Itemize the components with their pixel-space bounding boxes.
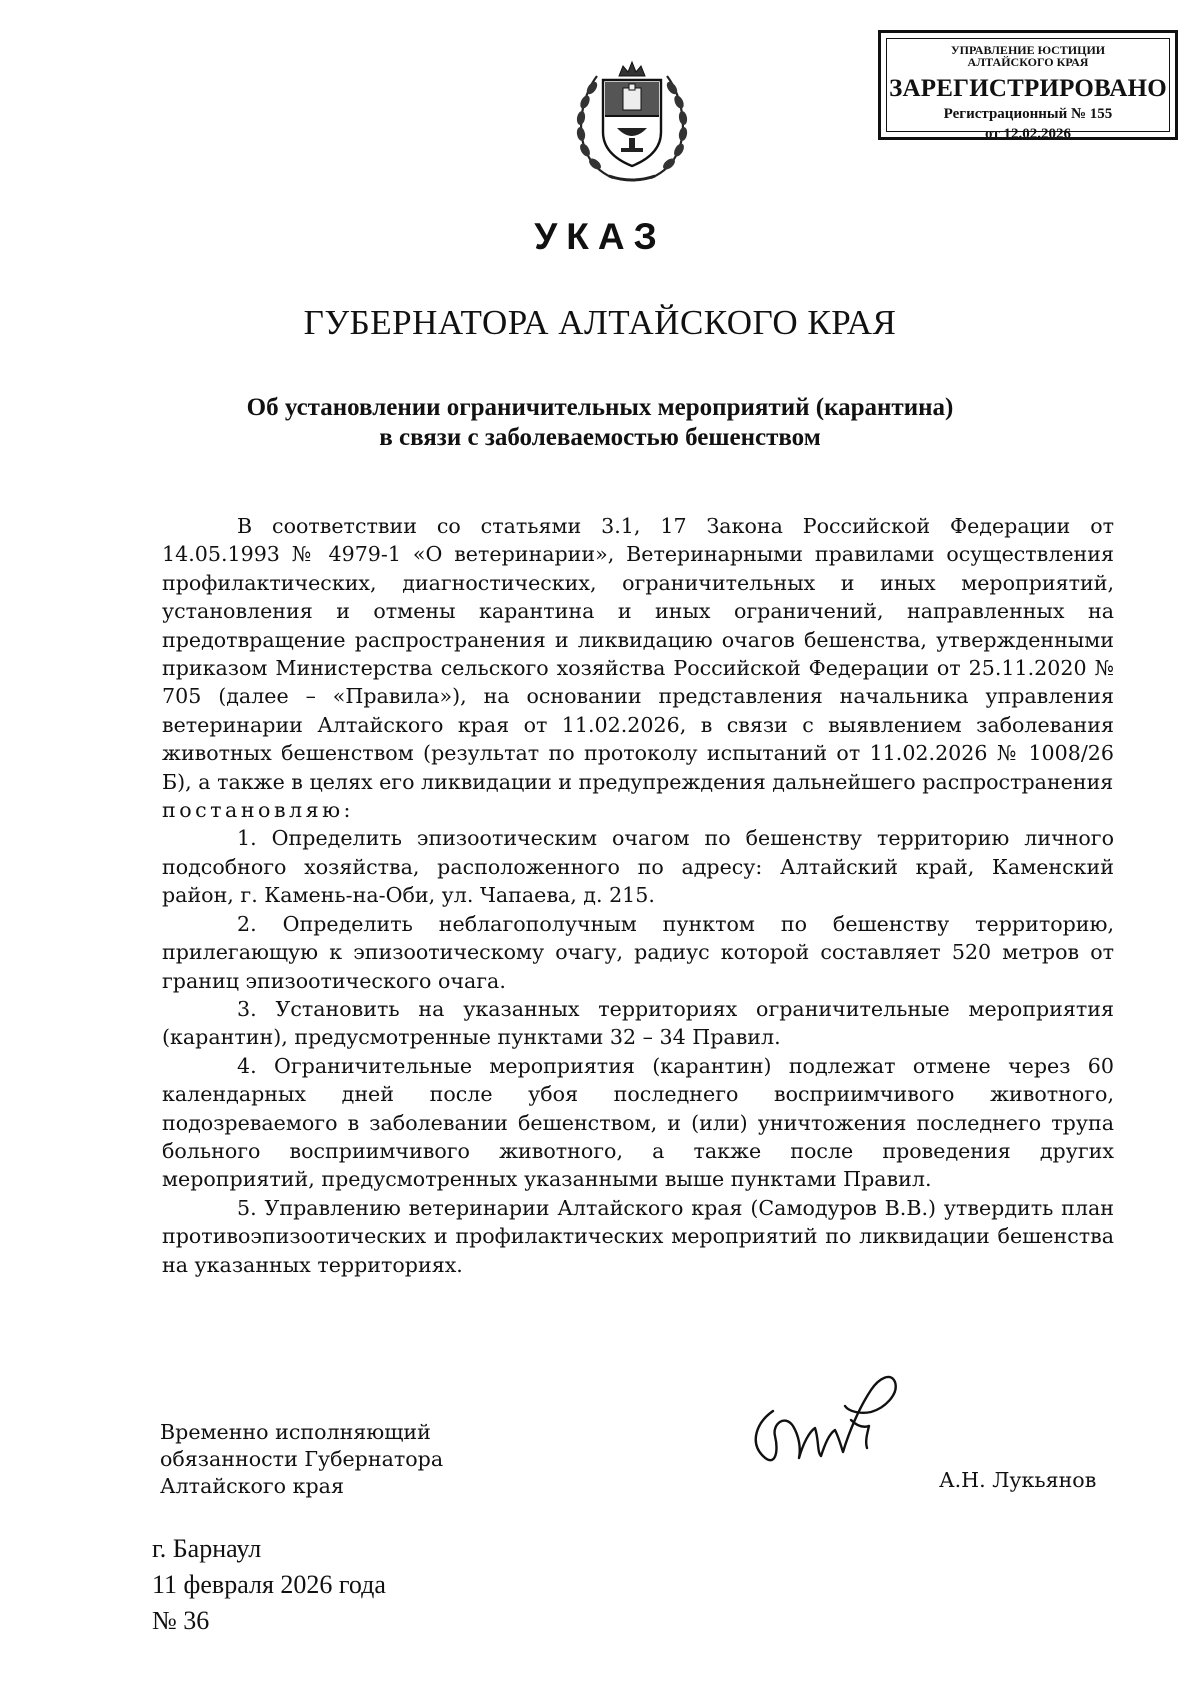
document-footer <box>152 1531 386 1639</box>
stamp-reg-number: Регистрационный № 155 <box>943 106 1113 122</box>
preamble-paragraph: В соответствии со статьями 3.1, 17 Закона Российской Федерации от 14.05.1993 № 4979-1 «О ветеринарии», Ветеринарными правилами осуществления профилактических, диагностических, ограничительных и иных мероприятий, установления и отмены карантина и иных ограничений, направленных на предотвращение распространения и ликвидацию очагов бешенства, утвержденными приказом Министерства сельского хозяйства Российской Федерации от 25.11.2020 № 705 (далее – «Правила»), на основании представления начальника управления ветеринарии Алтайского края от 11.02.2026, в связи с выявлением заболевания животных бешенством (результат по протоколу испытаний от 11.02.2026 № 1008/26 Б), а также в целях его ликвидации и предупреждения дальнейшего распространения <box>162 514 1114 794</box>
signer-position <box>160 1419 443 1500</box>
handwritten-signature <box>745 1356 915 1478</box>
stamp-reg-date: от 12.02.2026 <box>985 126 1071 142</box>
footer-city: г. Барнаул <box>152 1534 262 1563</box>
position-line3: Алтайского края <box>160 1474 344 1498</box>
stamp-agency-line1: УПРАВЛЕНИЕ ЮСТИЦИИ <box>950 43 1106 57</box>
heading-line1: Об установлении ограничительных мероприятий (карантина) <box>246 394 954 421</box>
footer-date: 11 февраля 2026 года <box>152 1570 386 1599</box>
document-title: УКАЗ <box>534 216 666 257</box>
item-paragraph-4: 4. Ограничительные мероприятия (карантин) подлежат отмене через 60 календарных дней после убоя последнего восприимчивого животного, подозреваемого в заболевании бешенством, и (или) уничтожения последнего трупа больного восприимчивого животного, а также после проведения других мероприятий, предусмотренных указанными выше пунктами Правил. <box>162 1053 1114 1192</box>
item-paragraph-2: 2. Определить неблагополучным пунктом по бешенству территорию, прилегающую к эпизоотическому очагу, радиус которой составляет 520 метров от границ эпизоотического очага. <box>162 911 1114 993</box>
footer-number: № 36 <box>152 1606 210 1635</box>
stamp-status: ЗАРЕГИСТРИРОВАНО <box>889 75 1167 102</box>
coat-of-arms-icon <box>573 58 691 186</box>
document-body <box>162 512 1114 1279</box>
signer-name: А.Н. Лукьянов <box>939 1468 1097 1492</box>
decree-word: постановляю: <box>162 798 354 823</box>
position-line2: обязанности Губернатора <box>160 1447 444 1471</box>
item-paragraph-3: 3. Установить на указанных территориях ограничительные мероприятия (карантин), предусмотренные пунктами 32 – 34 Правил. <box>162 996 1114 1050</box>
stamp-inner-frame <box>886 38 1170 142</box>
heading-line2: в связи с заболеваемостью бешенством <box>379 424 821 451</box>
position-line1: Временно исполняющий <box>160 1420 431 1444</box>
registration-stamp <box>878 30 1178 140</box>
item-paragraph-1: 1. Определить эпизоотическим очагом по бешенству территорию личного подсобного хозяйства, расположенного по адресу: Алтайский край, Каменский район, г. Камень-на-Оби, ул. Чапаева, д. 215. <box>162 826 1114 908</box>
item-paragraph-5: 5. Управлению ветеринарии Алтайского края (Самодуров В.В.) утвердить план противоэпизоотических и профилактических мероприятий по ликвидации бешенства на указанных территориях. <box>162 1195 1114 1277</box>
document-subtitle: ГУБЕРНАТОРА АЛТАЙСКОГО КРАЯ <box>303 303 897 342</box>
stamp-agency-line2: АЛТАЙСКОГО КРАЯ <box>967 55 1089 69</box>
document-heading <box>0 393 1200 453</box>
